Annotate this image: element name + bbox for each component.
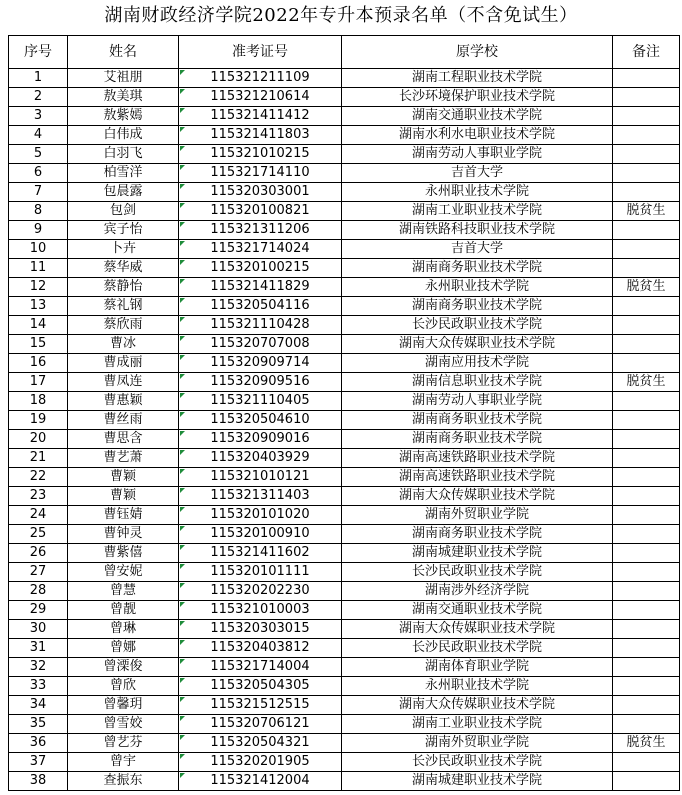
header-cell-exam-number[interactable]: 准考证号 [179, 36, 342, 69]
name-cell[interactable]: 白羽飞 [68, 145, 179, 164]
name-cell[interactable]: 白伟成 [68, 126, 179, 145]
remark-cell[interactable] [613, 316, 680, 335]
exam-number-cell[interactable]: 115321110428 [179, 316, 342, 335]
seq-cell[interactable]: 16 [9, 354, 68, 373]
seq-cell[interactable]: 1 [9, 69, 68, 88]
remark-cell[interactable]: 脱贫生 [613, 734, 680, 753]
name-cell[interactable]: 曹钟灵 [68, 525, 179, 544]
remark-cell[interactable] [613, 658, 680, 677]
table-row [9, 525, 680, 544]
origin-school-cell[interactable]: 长沙民政职业技术学院 [342, 753, 613, 772]
origin-school-cell[interactable]: 湖南涉外经济学院 [342, 582, 613, 601]
name-cell[interactable]: 蔡静怡 [68, 278, 179, 297]
remark-cell[interactable] [613, 411, 680, 430]
exam-number-cell[interactable]: 115320504321 [179, 734, 342, 753]
origin-school-cell[interactable]: 湖南商务职业技术学院 [342, 259, 613, 278]
table-row [9, 449, 680, 468]
name-cell[interactable]: 蔡欣雨 [68, 316, 179, 335]
exam-number-cell[interactable]: 115321010121 [179, 468, 342, 487]
seq-cell[interactable]: 33 [9, 677, 68, 696]
exam-number-cell[interactable]: 115321110405 [179, 392, 342, 411]
table-row [9, 506, 680, 525]
table-row [9, 297, 680, 316]
exam-number-cell[interactable]: 115320303001 [179, 183, 342, 202]
seq-cell[interactable]: 11 [9, 259, 68, 278]
seq-cell[interactable]: 10 [9, 240, 68, 259]
origin-school-cell[interactable]: 湖南外贸职业学院 [342, 734, 613, 753]
seq-cell[interactable]: 22 [9, 468, 68, 487]
seq-cell[interactable]: 34 [9, 696, 68, 715]
name-cell[interactable]: 曾宇 [68, 753, 179, 772]
origin-school-cell[interactable]: 湖南大众传媒职业技术学院 [342, 620, 613, 639]
seq-cell[interactable]: 7 [9, 183, 68, 202]
table-row [9, 620, 680, 639]
table-row [9, 316, 680, 335]
table-row [9, 715, 680, 734]
exam-number-cell[interactable]: 115320201905 [179, 753, 342, 772]
name-cell[interactable]: 柏雪洋 [68, 164, 179, 183]
seq-cell[interactable]: 8 [9, 202, 68, 221]
admission-list-table [8, 35, 680, 791]
origin-school-cell[interactable]: 湖南大众传媒职业技术学院 [342, 487, 613, 506]
origin-school-cell[interactable]: 湖南水利水电职业技术学院 [342, 126, 613, 145]
header-cell-remark[interactable]: 备注 [613, 36, 680, 69]
exam-number-cell[interactable]: 115320202230 [179, 582, 342, 601]
table-row [9, 335, 680, 354]
seq-cell[interactable]: 12 [9, 278, 68, 297]
exam-number-cell[interactable]: 115320909016 [179, 430, 342, 449]
header-row [9, 36, 680, 69]
header-cell-origin-school[interactable]: 原学校 [342, 36, 613, 69]
name-cell[interactable]: 敖美琪 [68, 88, 179, 107]
origin-school-cell[interactable]: 湖南城建职业技术学院 [342, 544, 613, 563]
table-row [9, 544, 680, 563]
seq-cell[interactable]: 2 [9, 88, 68, 107]
exam-number-cell[interactable]: 115320100821 [179, 202, 342, 221]
name-cell[interactable]: 蔡华威 [68, 259, 179, 278]
remark-cell[interactable] [613, 620, 680, 639]
name-cell[interactable]: 曹紫僖 [68, 544, 179, 563]
exam-number-cell[interactable]: 115321714110 [179, 164, 342, 183]
seq-cell[interactable]: 29 [9, 601, 68, 620]
exam-number-cell[interactable]: 115320100215 [179, 259, 342, 278]
origin-school-cell[interactable]: 永州职业技术学院 [342, 183, 613, 202]
remark-cell[interactable] [613, 696, 680, 715]
sheet-title: 湖南财政经济学院2022年专升本预录名单（不含免试生） [104, 5, 578, 26]
exam-number-cell[interactable]: 115321311206 [179, 221, 342, 240]
table-row [9, 430, 680, 449]
origin-school-cell[interactable]: 湖南应用技术学院 [342, 354, 613, 373]
exam-number-cell[interactable]: 115320707008 [179, 335, 342, 354]
exam-number-cell[interactable]: 115320100910 [179, 525, 342, 544]
name-cell[interactable]: 曹颖 [68, 487, 179, 506]
remark-cell[interactable] [613, 259, 680, 278]
remark-cell[interactable] [613, 715, 680, 734]
seq-cell[interactable]: 25 [9, 525, 68, 544]
table-row [9, 468, 680, 487]
name-cell[interactable]: 曾靓 [68, 601, 179, 620]
seq-cell[interactable]: 20 [9, 430, 68, 449]
exam-number-cell[interactable]: 115320101111 [179, 563, 342, 582]
remark-cell[interactable]: 脱贫生 [613, 278, 680, 297]
exam-number-cell[interactable]: 115321512515 [179, 696, 342, 715]
seq-cell[interactable]: 6 [9, 164, 68, 183]
remark-cell[interactable] [613, 582, 680, 601]
seq-cell[interactable]: 5 [9, 145, 68, 164]
origin-school-cell[interactable]: 湖南商务职业技术学院 [342, 411, 613, 430]
table-row [9, 696, 680, 715]
origin-school-cell[interactable]: 湖南外贸职业学院 [342, 506, 613, 525]
seq-cell[interactable]: 4 [9, 126, 68, 145]
origin-school-cell[interactable]: 湖南城建职业技术学院 [342, 772, 613, 791]
name-cell[interactable]: 宾子怡 [68, 221, 179, 240]
seq-cell[interactable]: 15 [9, 335, 68, 354]
origin-school-cell[interactable]: 湖南商务职业技术学院 [342, 297, 613, 316]
seq-cell[interactable]: 17 [9, 373, 68, 392]
exam-number-cell[interactable]: 115321411829 [179, 278, 342, 297]
seq-cell[interactable]: 3 [9, 107, 68, 126]
origin-school-cell[interactable]: 湖南交通职业技术学院 [342, 107, 613, 126]
name-cell[interactable]: 卜卉 [68, 240, 179, 259]
table-row [9, 126, 680, 145]
remark-cell[interactable] [613, 753, 680, 772]
table-row [9, 88, 680, 107]
seq-cell[interactable]: 13 [9, 297, 68, 316]
exam-number-cell[interactable]: 115321714004 [179, 658, 342, 677]
table-row [9, 487, 680, 506]
name-cell[interactable]: 曹凤连 [68, 373, 179, 392]
remark-cell[interactable] [613, 69, 680, 88]
origin-school-cell[interactable]: 湖南工业职业技术学院 [342, 202, 613, 221]
header-cell-seq[interactable]: 序号 [9, 36, 68, 69]
remark-cell[interactable] [613, 601, 680, 620]
table-row [9, 221, 680, 240]
table-row [9, 278, 680, 297]
origin-school-cell[interactable]: 长沙民政职业技术学院 [342, 639, 613, 658]
name-cell[interactable]: 敖紫嫣 [68, 107, 179, 126]
seq-cell[interactable]: 23 [9, 487, 68, 506]
table-row [9, 563, 680, 582]
name-cell[interactable]: 曾雪姣 [68, 715, 179, 734]
exam-number-cell[interactable]: 115321010215 [179, 145, 342, 164]
exam-number-cell[interactable]: 115320303015 [179, 620, 342, 639]
table-row [9, 677, 680, 696]
remark-cell[interactable] [613, 145, 680, 164]
name-cell[interactable]: 曹成丽 [68, 354, 179, 373]
exam-number-cell[interactable]: 115320504116 [179, 297, 342, 316]
name-cell[interactable]: 曹钰婧 [68, 506, 179, 525]
exam-number-cell[interactable]: 115321411602 [179, 544, 342, 563]
name-cell[interactable]: 曹惠颖 [68, 392, 179, 411]
name-cell[interactable]: 艾祖朋 [68, 69, 179, 88]
remark-cell[interactable] [613, 88, 680, 107]
remark-cell[interactable] [613, 392, 680, 411]
table-row [9, 411, 680, 430]
origin-school-cell[interactable]: 湖南工业职业技术学院 [342, 715, 613, 734]
seq-cell[interactable]: 21 [9, 449, 68, 468]
origin-school-cell[interactable]: 永州职业技术学院 [342, 677, 613, 696]
name-cell[interactable]: 曹丝雨 [68, 411, 179, 430]
table-row [9, 772, 680, 791]
exam-number-cell[interactable]: 115320504305 [179, 677, 342, 696]
seq-cell[interactable]: 19 [9, 411, 68, 430]
remark-cell[interactable]: 脱贫生 [613, 202, 680, 221]
exam-number-cell[interactable]: 115321714024 [179, 240, 342, 259]
remark-cell[interactable] [613, 563, 680, 582]
name-cell[interactable]: 曾琳 [68, 620, 179, 639]
exam-number-cell[interactable]: 115321010003 [179, 601, 342, 620]
remark-cell[interactable] [613, 335, 680, 354]
origin-school-cell[interactable]: 长沙民政职业技术学院 [342, 316, 613, 335]
remark-cell[interactable] [613, 525, 680, 544]
table-row [9, 107, 680, 126]
exam-number-cell[interactable]: 115320909714 [179, 354, 342, 373]
table-row [9, 164, 680, 183]
name-cell[interactable]: 曾安妮 [68, 563, 179, 582]
remark-cell[interactable] [613, 107, 680, 126]
remark-cell[interactable] [613, 354, 680, 373]
seq-cell[interactable]: 37 [9, 753, 68, 772]
seq-cell[interactable]: 24 [9, 506, 68, 525]
exam-number-cell[interactable]: 115321211109 [179, 69, 342, 88]
seq-cell[interactable]: 38 [9, 772, 68, 791]
seq-cell[interactable]: 18 [9, 392, 68, 411]
name-cell[interactable]: 曾娜 [68, 639, 179, 658]
table-body [9, 69, 680, 791]
origin-school-cell[interactable]: 吉首大学 [342, 164, 613, 183]
seq-cell[interactable]: 31 [9, 639, 68, 658]
name-cell[interactable]: 蔡礼钢 [68, 297, 179, 316]
origin-school-cell[interactable]: 湖南交通职业技术学院 [342, 601, 613, 620]
name-cell[interactable]: 曾慧 [68, 582, 179, 601]
name-cell[interactable]: 曾艺芬 [68, 734, 179, 753]
origin-school-cell[interactable]: 湖南高速铁路职业技术学院 [342, 468, 613, 487]
table-row [9, 582, 680, 601]
table-row [9, 658, 680, 677]
exam-number-cell[interactable]: 115320706121 [179, 715, 342, 734]
seq-cell[interactable]: 36 [9, 734, 68, 753]
remark-cell[interactable] [613, 430, 680, 449]
table-row [9, 373, 680, 392]
remark-cell[interactable] [613, 506, 680, 525]
table-row [9, 392, 680, 411]
exam-number-cell[interactable]: 115320504610 [179, 411, 342, 430]
name-cell[interactable]: 曾溧俊 [68, 658, 179, 677]
name-cell[interactable]: 查振东 [68, 772, 179, 791]
exam-number-cell[interactable]: 115320909516 [179, 373, 342, 392]
exam-number-cell[interactable]: 115320403812 [179, 639, 342, 658]
origin-school-cell[interactable]: 湖南商务职业技术学院 [342, 430, 613, 449]
origin-school-cell[interactable]: 吉首大学 [342, 240, 613, 259]
seq-cell[interactable]: 30 [9, 620, 68, 639]
exam-number-cell[interactable]: 115320403929 [179, 449, 342, 468]
origin-school-cell[interactable]: 长沙民政职业技术学院 [342, 563, 613, 582]
exam-number-cell[interactable]: 115321311403 [179, 487, 342, 506]
origin-school-cell[interactable]: 湖南大众传媒职业技术学院 [342, 335, 613, 354]
exam-number-cell[interactable]: 115320101020 [179, 506, 342, 525]
remark-cell[interactable] [613, 449, 680, 468]
remark-cell[interactable] [613, 772, 680, 791]
table-row [9, 639, 680, 658]
table-row [9, 601, 680, 620]
remark-cell[interactable] [613, 240, 680, 259]
table-row [9, 183, 680, 202]
exam-number-cell[interactable]: 115321411412 [179, 107, 342, 126]
name-cell[interactable]: 包剑 [68, 202, 179, 221]
seq-cell[interactable]: 27 [9, 563, 68, 582]
exam-number-cell[interactable]: 115321411803 [179, 126, 342, 145]
remark-cell[interactable] [613, 677, 680, 696]
name-cell[interactable]: 曾馨玥 [68, 696, 179, 715]
name-cell[interactable]: 曹冰 [68, 335, 179, 354]
remark-cell[interactable] [613, 544, 680, 563]
table-row [9, 734, 680, 753]
origin-school-cell[interactable]: 湖南商务职业技术学院 [342, 525, 613, 544]
seq-cell[interactable]: 14 [9, 316, 68, 335]
origin-school-cell[interactable]: 永州职业技术学院 [342, 278, 613, 297]
origin-school-cell[interactable]: 湖南劳动人事职业学院 [342, 392, 613, 411]
seq-cell[interactable]: 32 [9, 658, 68, 677]
table-row [9, 354, 680, 373]
remark-cell[interactable]: 脱贫生 [613, 373, 680, 392]
origin-school-cell[interactable]: 湖南大众传媒职业技术学院 [342, 696, 613, 715]
remark-cell[interactable] [613, 221, 680, 240]
name-cell[interactable]: 包晨露 [68, 183, 179, 202]
name-cell[interactable]: 曾欣 [68, 677, 179, 696]
origin-school-cell[interactable]: 湖南工程职业技术学院 [342, 69, 613, 88]
remark-cell[interactable] [613, 297, 680, 316]
origin-school-cell[interactable]: 湖南铁路科技职业技术学院 [342, 221, 613, 240]
origin-school-cell[interactable]: 湖南体育职业学院 [342, 658, 613, 677]
seq-cell[interactable]: 26 [9, 544, 68, 563]
table-row [9, 145, 680, 164]
origin-school-cell[interactable]: 湖南劳动人事职业学院 [342, 145, 613, 164]
seq-cell[interactable]: 28 [9, 582, 68, 601]
remark-cell[interactable] [613, 126, 680, 145]
exam-number-cell[interactable]: 115321210614 [179, 88, 342, 107]
origin-school-cell[interactable]: 湖南信息职业技术学院 [342, 373, 613, 392]
remark-cell[interactable] [613, 639, 680, 658]
origin-school-cell[interactable]: 湖南高速铁路职业技术学院 [342, 449, 613, 468]
table-row [9, 259, 680, 278]
remark-cell[interactable] [613, 183, 680, 202]
header-cell-name[interactable]: 姓名 [68, 36, 179, 69]
seq-cell[interactable]: 9 [9, 221, 68, 240]
seq-cell[interactable]: 35 [9, 715, 68, 734]
name-cell[interactable]: 曹艺萧 [68, 449, 179, 468]
name-cell[interactable]: 曹颖 [68, 468, 179, 487]
remark-cell[interactable] [613, 164, 680, 183]
remark-cell[interactable] [613, 487, 680, 506]
origin-school-cell[interactable]: 长沙环境保护职业技术学院 [342, 88, 613, 107]
table-row [9, 202, 680, 221]
remark-cell[interactable] [613, 468, 680, 487]
table-row [9, 753, 680, 772]
table-row [9, 240, 680, 259]
exam-number-cell[interactable]: 115321412004 [179, 772, 342, 791]
table-row [9, 69, 680, 88]
name-cell[interactable]: 曹思含 [68, 430, 179, 449]
